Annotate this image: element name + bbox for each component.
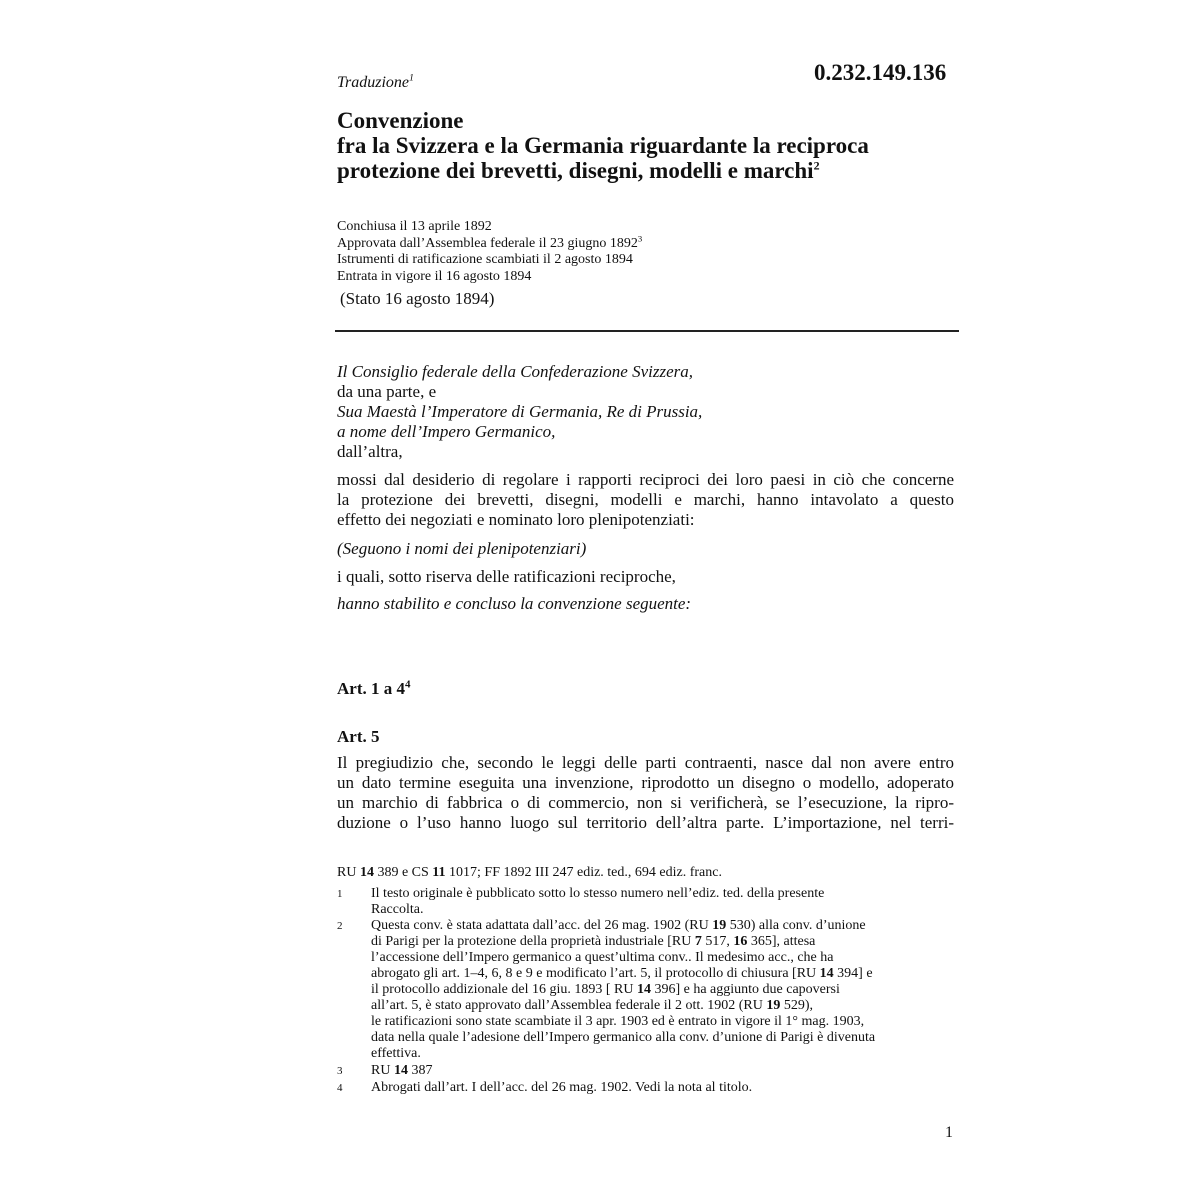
page-number: 1 bbox=[945, 1124, 953, 1141]
document-number: 0.232.149.136 bbox=[814, 60, 947, 85]
preamble-party-2: Sua Maestà l’Imperatore di Germania, Re di Prussia, bbox=[337, 402, 703, 421]
status-date: (Stato 16 agosto 1894) bbox=[340, 289, 495, 308]
footnote-text: Il testo originale è pubblicato sotto lo stesso numero nell’ediz. ted. della presente Raccolta. bbox=[371, 886, 825, 917]
footnote-ref-3: 3 bbox=[637, 232, 643, 243]
footnote-text: Abrogati dall’art. I dell’acc. del 26 mag. 1902. Vedi la nota al titolo. bbox=[371, 1080, 753, 1095]
article-1-4-heading: Art. 1 a $4^4$ bbox=[337, 678, 411, 698]
footnote-number: 4 bbox=[337, 1082, 343, 1094]
document-title bbox=[337, 108, 869, 183]
title-line-2: fra la Svizzera e la Germania riguardante la reciproca bbox=[337, 133, 869, 158]
approved-date: Approvata dall’Assemblea federale il 23 giugno 1892$^3$ bbox=[337, 232, 643, 251]
title-line-1: Convenzione bbox=[337, 108, 464, 133]
preamble-connector-2: dall’altra, bbox=[337, 442, 403, 461]
footnote-text: RU 14 387 bbox=[371, 1063, 433, 1078]
document-metadata bbox=[337, 219, 642, 285]
footnote-number: 3 bbox=[337, 1065, 343, 1077]
footnote-ref-1: 1 bbox=[409, 72, 414, 84]
footnote-number: 1 bbox=[337, 888, 343, 900]
paragraph-line: effetto dei negoziati e nominato loro plenipotenziati: bbox=[337, 510, 695, 529]
header-divider bbox=[335, 330, 959, 332]
paragraph-line: un dato termine eseguita una invenzione, riprodotto un disegno o modello, adoperato bbox=[337, 773, 954, 792]
preamble bbox=[337, 362, 702, 462]
footnote-ref-2: 2 bbox=[813, 158, 820, 173]
article-5-heading: Art. 5 bbox=[337, 727, 380, 746]
preamble-party-2-behalf: a nome dell’Impero Germanico, bbox=[337, 422, 556, 441]
ratification-date: Istrumenti di ratificazione scambiati il 2 agosto 1894 bbox=[337, 252, 633, 267]
plenipotentiaries-note: (Seguono i nomi dei plenipotenziari) bbox=[337, 539, 587, 558]
paragraph-line: la protezione dei brevetti, disegni, modelli e marchi, hanno intavolato a questo bbox=[337, 490, 954, 509]
footnote-text: Questa conv. è stata adattata dall’acc. del 26 mag. 1902 (RU 19 530) alla conv. d’unione di Parigi per la protezione della proprietà industriale [RU 7 517, 16 365], attesa l’accessione dell’Impero germanico a quest’ultima conv.. Il medesimo acc., che ha abrogato gli art. 1–4, 6, 8 e 9 e modificato l’art. 5, il protocollo di chiusura [RU 14 394] e il protocollo addizionale del 16 giu. 1893 [ RU 14 396] e ha aggiunto due capoversi all’art. 5, è stato approvato dall’Assemblea federale il 2 ott. 1902 (RU 19 529), le ratificazioni sono state scambiate il 3 apr. 1903 ed è entrato in vigore il 1° mag. 1903, data nella quale l’adesione dell’Impero germanico alla conv. d’unione di Parigi è divenuta effettiva. bbox=[371, 918, 876, 1061]
concluded-date: Conchiusa il 13 aprile 1892 bbox=[337, 219, 492, 234]
footnote-number: 2 bbox=[337, 920, 343, 932]
title-line-3: protezione dei brevetti, disegni, modelli e marchi$^2$ bbox=[337, 158, 820, 183]
in-force-date: Entrata in vigore il 16 agosto 1894 bbox=[337, 268, 532, 284]
agreement-clause: hanno stabilito e concluso la convenzione seguente: bbox=[337, 594, 692, 613]
footnote-ref-4: 4 bbox=[404, 678, 411, 691]
paragraph-line: Il pregiudizio che, secondo le leggi delle parti contraenti, nasce dal non avere entro bbox=[337, 753, 954, 772]
ratification-clause: i quali, sotto riserva delle ratificazioni reciproche, bbox=[337, 567, 676, 586]
preamble-paragraph bbox=[337, 470, 954, 530]
preamble-connector-1: da una parte, e bbox=[337, 382, 437, 401]
translation-label: Traduzione$^1$ bbox=[337, 72, 414, 91]
source-reference: RU 14 389 e CS 11 1017; FF 1892 III 247 ediz. ted., 694 ediz. franc. bbox=[337, 865, 722, 880]
article-5-text bbox=[337, 753, 954, 833]
paragraph-line: mossi dal desiderio di regolare i rapporti reciproci dei loro paesi in ciò che concerne bbox=[337, 470, 954, 489]
paragraph-line: duzione o l’uso hanno luogo sul territorio dell’altra parte. L’importazione, nel terri- bbox=[337, 813, 954, 832]
paragraph-line: un marchio di fabbrica o di commercio, non si verificherà, se l’esecuzione, la ripro- bbox=[337, 793, 954, 812]
preamble-party-1: Il Consiglio federale della Confederazione Svizzera, bbox=[337, 362, 694, 381]
